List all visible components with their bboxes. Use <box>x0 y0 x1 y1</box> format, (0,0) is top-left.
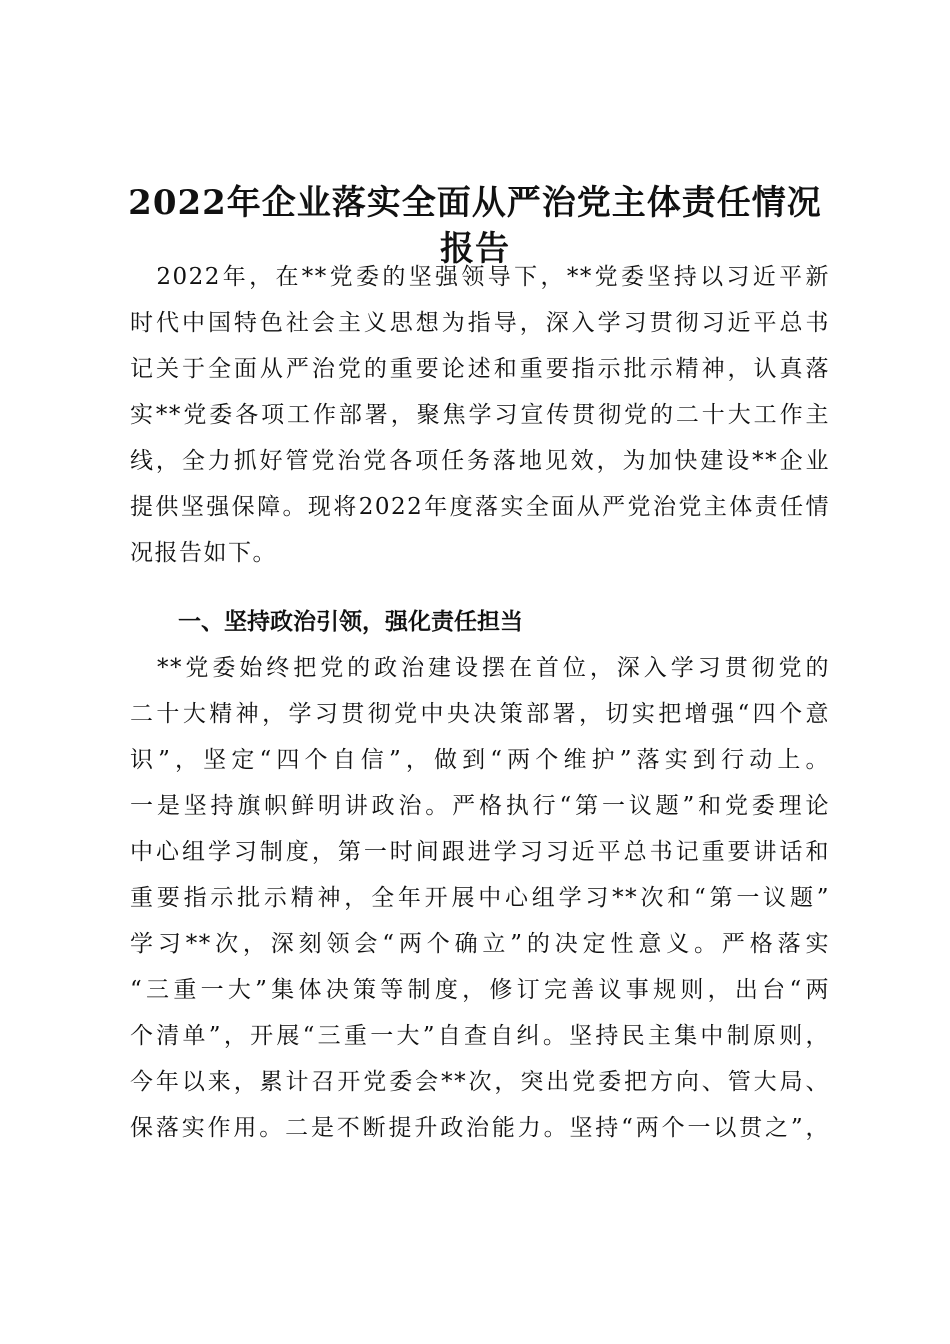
paragraph-line: “三重一大”集体决策等制度，修订完善议事规则，出台“两 <box>130 977 830 1003</box>
paragraph-line: 保落实作用。二是不断提升政治能力。坚持“两个一以贯之”， <box>130 1115 830 1141</box>
paragraph-line: 今年以来，累计召开党委会**次，突出党委把方向、管大局、 <box>130 1069 830 1095</box>
paragraph-line: 提供坚强保障。现将2022年度落实全面从严党治党主体责任情 <box>130 494 830 520</box>
intro-paragraph <box>130 254 830 576</box>
paragraph-line: 一是坚持旗帜鲜明讲政治。严格执行“第一议题”和党委理论 <box>130 793 830 819</box>
section-heading: 一、坚持政治引领，强化责任担当 <box>178 609 523 635</box>
title-line-1: 2022年企业落实全面从严治党主体责任情况 <box>128 183 822 223</box>
paragraph-line: 实**党委各项工作部署，聚焦学习宣传贯彻党的二十大工作主 <box>130 402 830 428</box>
paragraph-line: 况报告如下。 <box>130 540 277 566</box>
paragraph-line: 中心组学习制度，第一时间跟进学习习近平总书记重要讲话和 <box>130 839 830 865</box>
paragraph-line: 记关于全面从严治党的重要论述和重要指示批示精神，认真落 <box>130 356 830 382</box>
title-line-2: 报告 <box>440 229 510 269</box>
paragraph-line: **党委始终把党的政治建设摆在首位，深入学习贯彻党的 <box>130 655 830 681</box>
paragraph-line: 线，全力抓好管党治党各项任务落地见效，为加快建设**企业 <box>130 448 830 474</box>
paragraph-line: 二十大精神，学习贯彻党中央决策部署，切实把增强“四个意 <box>130 701 830 727</box>
paragraph-line: 个清单”，开展“三重一大”自查自纠。坚持民主集中制原则， <box>130 1023 830 1049</box>
section-paragraph <box>130 645 830 1151</box>
paragraph-line: 识”，坚定“四个自信”，做到“两个维护”落实到行动上。 <box>130 747 830 773</box>
paragraph-line: 学习**次，深刻领会“两个确立”的决定性意义。严格落实 <box>130 931 830 957</box>
paragraph-line: 重要指示批示精神，全年开展中心组学习**次和“第一议题” <box>130 885 830 911</box>
paragraph-line: 时代中国特色社会主义思想为指导，深入学习贯彻习近平总书 <box>130 310 830 336</box>
paragraph-line: 2022年，在**党委的坚强领导下，**党委坚持以习近平新 <box>130 264 830 290</box>
